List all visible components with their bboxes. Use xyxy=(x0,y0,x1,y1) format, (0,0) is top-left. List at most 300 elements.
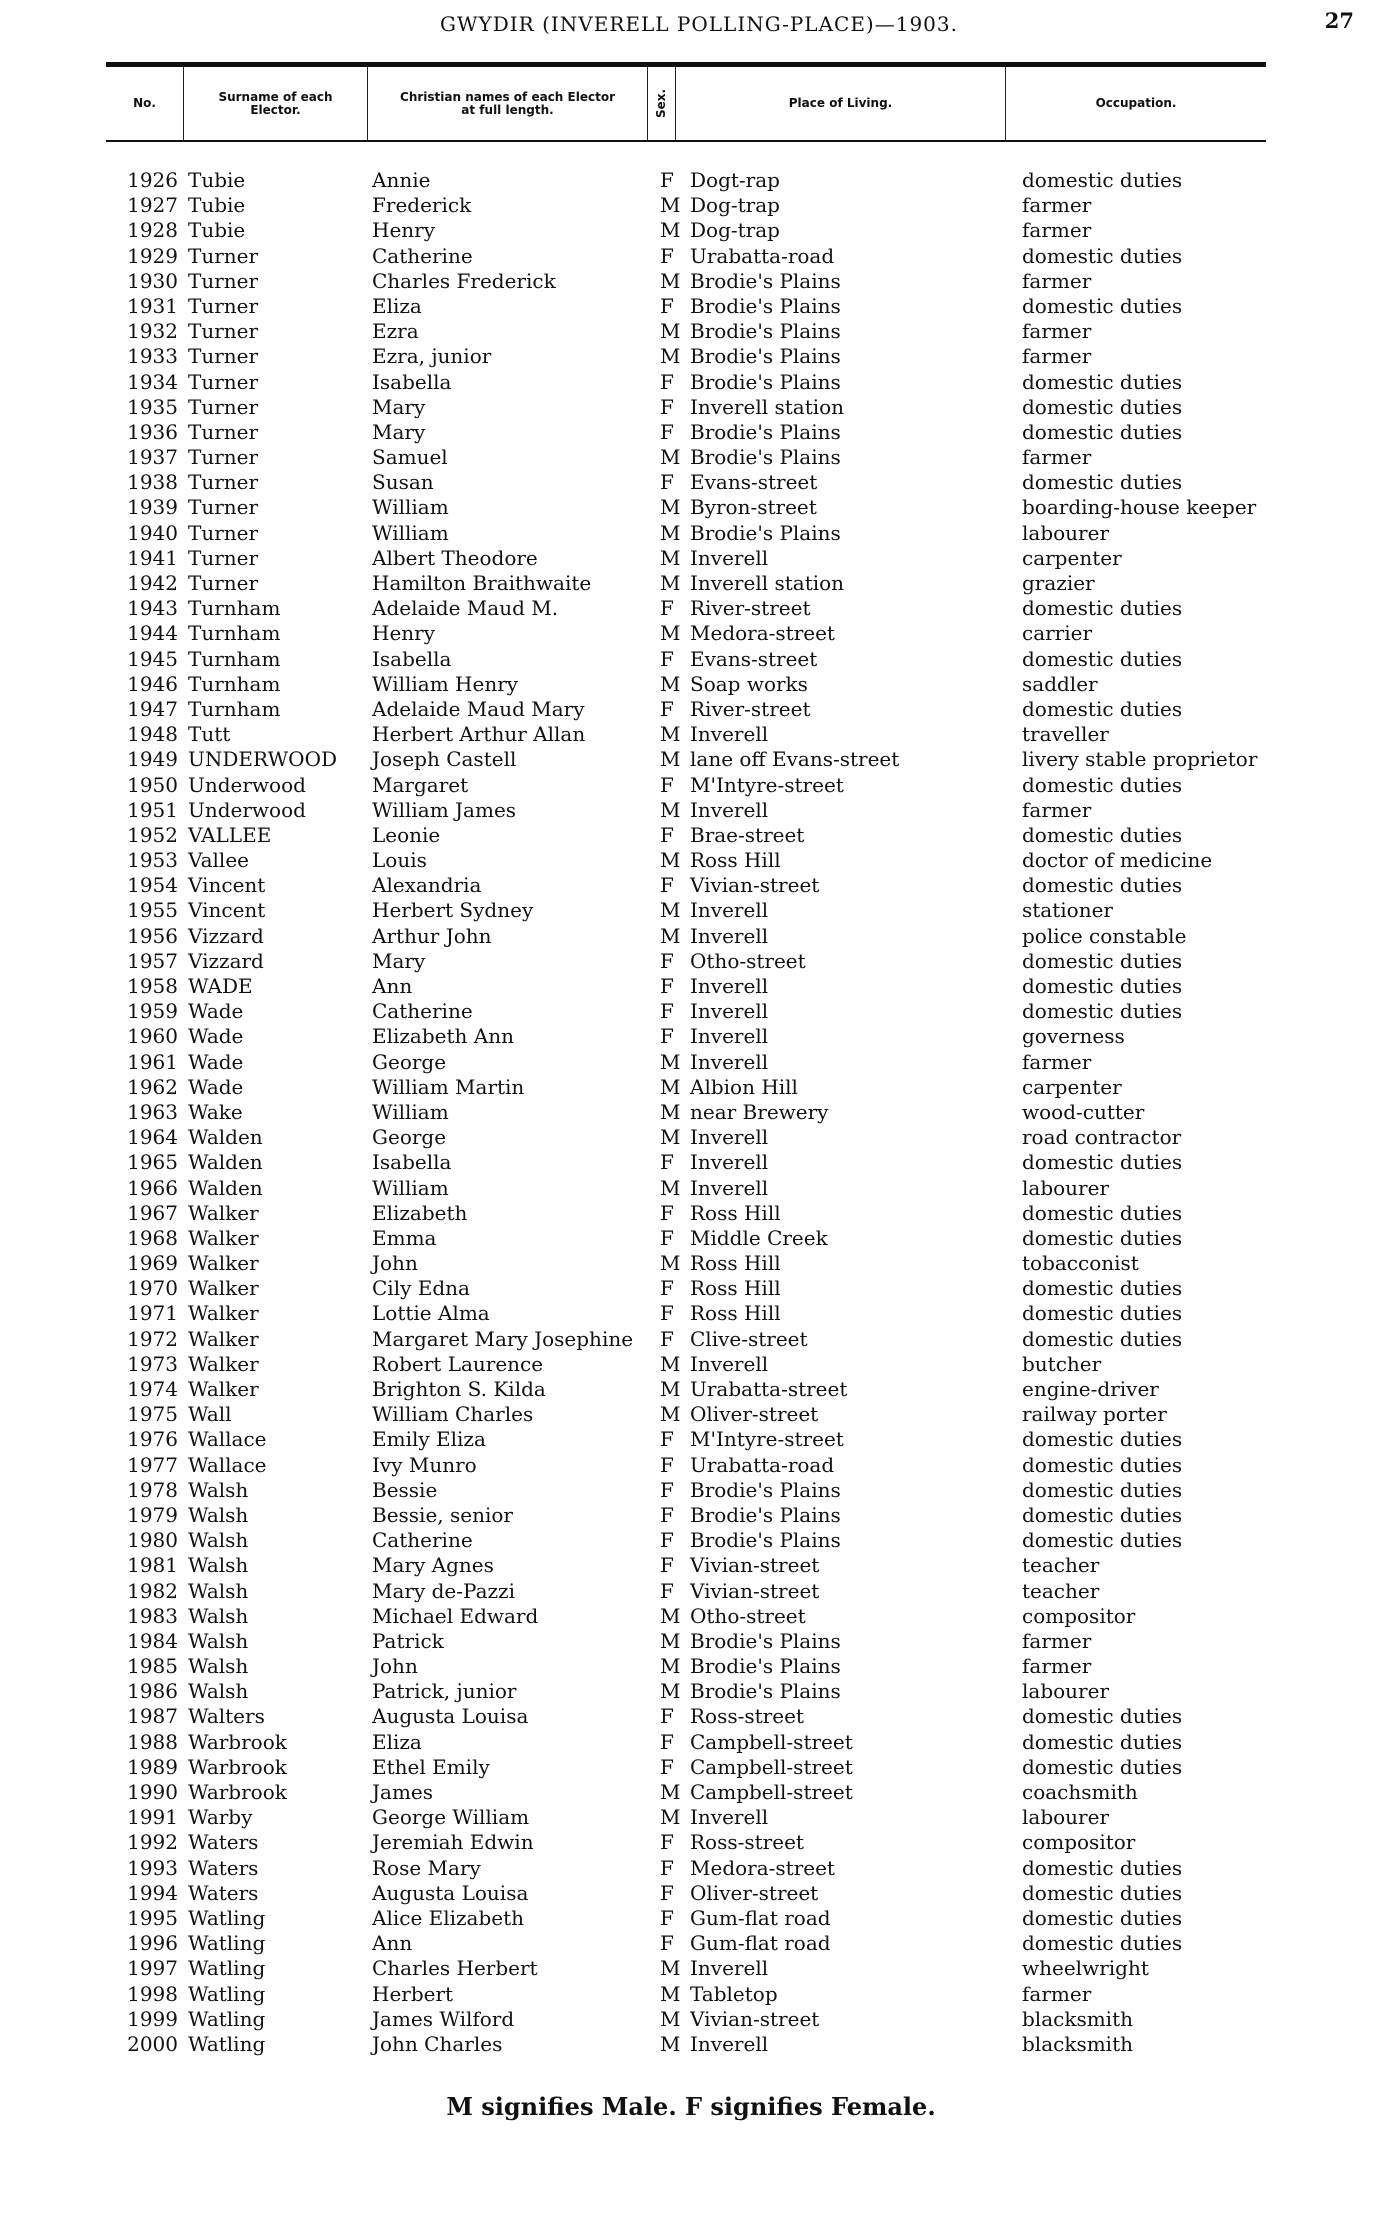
elector-sex: M xyxy=(660,344,681,369)
elector-place-of-living: Brodie's Plains xyxy=(690,319,841,344)
elector-surname: Wade xyxy=(188,999,244,1024)
elector-surname: Turner xyxy=(188,319,259,344)
elector-surname: Walker xyxy=(188,1301,259,1326)
elector-occupation: farmer xyxy=(1022,193,1092,218)
elector-christian-names: Susan xyxy=(372,470,434,495)
elector-number: 1988 xyxy=(127,1729,178,1754)
elector-christian-names: James Wilford xyxy=(372,2006,515,2031)
elector-surname: Wallace xyxy=(188,1452,267,1477)
elector-sex: F xyxy=(660,873,674,898)
elector-surname: Turner xyxy=(188,369,259,394)
elector-number: 1954 xyxy=(127,873,178,898)
elector-sex: F xyxy=(660,948,674,973)
table-row xyxy=(0,798,1382,823)
elector-number: 1926 xyxy=(127,168,178,192)
table-row xyxy=(0,1528,1382,1553)
table-row xyxy=(0,848,1382,873)
column-header-sex-label: Sex. xyxy=(654,88,668,119)
elector-occupation: labourer xyxy=(1022,520,1110,545)
elector-christian-names: Brighton S. Kilda xyxy=(372,1377,546,1401)
elector-place-of-living: Otho-street xyxy=(690,948,806,973)
elector-surname: Walker xyxy=(188,1326,259,1351)
elector-place-of-living: Brodie's Plains xyxy=(690,268,841,293)
elector-place-of-living: Evans-street xyxy=(690,470,818,495)
elector-occupation: farmer xyxy=(1022,344,1092,369)
elector-place-of-living: Brae-street xyxy=(690,822,805,847)
elector-sex: F xyxy=(660,419,674,444)
table-row xyxy=(0,1654,1382,1679)
table-row xyxy=(0,1251,1382,1276)
elector-place-of-living: Inverell station xyxy=(690,394,845,419)
elector-occupation: farmer xyxy=(1022,218,1092,243)
elector-surname: Turnham xyxy=(188,696,281,721)
elector-christian-names: Herbert Sydney xyxy=(372,898,534,923)
elector-sex: F xyxy=(660,1880,674,1905)
elector-occupation: carpenter xyxy=(1022,545,1122,570)
elector-christian-names: Augusta Louisa xyxy=(372,1880,529,1905)
elector-surname: Walsh xyxy=(188,1553,249,1578)
elector-occupation: labourer xyxy=(1022,1175,1110,1200)
table-row xyxy=(0,1075,1382,1100)
elector-christian-names: Patrick xyxy=(372,1628,444,1653)
elector-place-of-living: Soap works xyxy=(690,671,808,696)
elector-place-of-living: Urabatta-road xyxy=(690,1452,835,1477)
table-row xyxy=(0,747,1382,772)
elector-number: 1977 xyxy=(127,1452,178,1477)
elector-occupation: governess xyxy=(1022,1024,1125,1049)
elector-sex: F xyxy=(660,1427,674,1452)
elector-surname: VALLEE xyxy=(188,822,272,847)
elector-christian-names: William xyxy=(372,1175,449,1200)
elector-occupation: domestic duties xyxy=(1022,1200,1183,1225)
elector-place-of-living: near Brewery xyxy=(690,1099,829,1124)
elector-number: 1942 xyxy=(127,571,178,595)
table-row xyxy=(0,571,1382,596)
elector-place-of-living: Vivian-street xyxy=(690,873,820,898)
elector-occupation: domestic duties xyxy=(1022,772,1183,797)
elector-place-of-living: Vivian-street xyxy=(690,2006,820,2031)
elector-number: 1989 xyxy=(127,1754,178,1779)
table-row xyxy=(0,1327,1382,1352)
elector-number: 1980 xyxy=(127,1528,178,1553)
elector-place-of-living: Inverell xyxy=(690,545,769,570)
elector-number: 1945 xyxy=(127,646,178,671)
elector-occupation: domestic duties xyxy=(1022,596,1183,621)
elector-number: 1938 xyxy=(127,470,178,495)
elector-surname: Turnham xyxy=(188,671,281,696)
elector-christian-names: Isabella xyxy=(372,369,452,394)
column-header-place-of-living: Place of Living. xyxy=(676,67,1006,140)
elector-number: 1970 xyxy=(127,1276,178,1301)
elector-number: 2000 xyxy=(127,2031,178,2056)
table-row xyxy=(0,319,1382,344)
elector-sex: M xyxy=(660,621,681,646)
elector-christian-names: Annie xyxy=(372,168,431,192)
elector-sex: F xyxy=(660,369,674,394)
elector-sex: F xyxy=(660,696,674,721)
elector-christian-names: John Charles xyxy=(372,2031,503,2056)
elector-place-of-living: M'Intyre-street xyxy=(690,1427,844,1452)
elector-place-of-living: Ross Hill xyxy=(690,1276,781,1301)
elector-place-of-living: Inverell xyxy=(690,1175,769,1200)
elector-occupation: farmer xyxy=(1022,319,1092,344)
elector-sex: F xyxy=(660,1276,674,1301)
elector-surname: Turner xyxy=(188,419,259,444)
elector-place-of-living: Inverell xyxy=(690,999,769,1024)
elector-sex: M xyxy=(660,722,681,747)
elector-surname: Walden xyxy=(188,1175,263,1200)
elector-occupation: domestic duties xyxy=(1022,1276,1183,1301)
elector-christian-names: Ezra, junior xyxy=(372,344,492,369)
elector-place-of-living: Brodie's Plains xyxy=(690,1628,841,1653)
elector-christian-names: Adelaide Maud M. xyxy=(372,596,559,621)
table-row xyxy=(0,1579,1382,1604)
elector-place-of-living: Gum-flat road xyxy=(690,1931,831,1956)
elector-occupation: domestic duties xyxy=(1022,1855,1183,1880)
elector-number: 1964 xyxy=(127,1125,178,1150)
table-row xyxy=(0,370,1382,395)
elector-place-of-living: Inverell xyxy=(690,722,769,747)
elector-number: 1969 xyxy=(127,1251,178,1276)
elector-number: 1947 xyxy=(127,696,178,721)
table-row xyxy=(0,1856,1382,1881)
elector-christian-names: Bessie, senior xyxy=(372,1502,513,1527)
elector-number: 1967 xyxy=(127,1200,178,1225)
elector-place-of-living: Ross-street xyxy=(690,1704,804,1729)
table-row xyxy=(0,1024,1382,1049)
elector-sex: F xyxy=(660,596,674,621)
elector-occupation: labourer xyxy=(1022,1805,1110,1830)
elector-christian-names: Isabella xyxy=(372,646,452,671)
table-row xyxy=(0,1629,1382,1654)
elector-sex: M xyxy=(660,520,681,545)
elector-surname: Walker xyxy=(188,1377,259,1401)
elector-place-of-living: Brodie's Plains xyxy=(690,344,841,369)
table-row xyxy=(0,344,1382,369)
elector-occupation: domestic duties xyxy=(1022,394,1183,419)
table-row xyxy=(0,924,1382,949)
elector-occupation: domestic duties xyxy=(1022,419,1183,444)
elector-sex: F xyxy=(660,1905,674,1930)
elector-christian-names: Mary xyxy=(372,948,426,973)
elector-number: 1960 xyxy=(127,1024,178,1049)
elector-sex: M xyxy=(660,848,681,873)
elector-surname: Tutt xyxy=(188,722,231,747)
column-header-row xyxy=(106,62,1266,142)
elector-occupation: labourer xyxy=(1022,1679,1110,1704)
elector-occupation: domestic duties xyxy=(1022,646,1183,671)
elector-sex: M xyxy=(660,495,681,520)
table-row xyxy=(0,647,1382,672)
elector-surname: Wall xyxy=(188,1402,232,1427)
elector-number: 1978 xyxy=(127,1477,178,1502)
elector-christian-names: William Henry xyxy=(372,671,519,696)
table-row xyxy=(0,697,1382,722)
elector-christian-names: Robert Laurence xyxy=(372,1351,544,1376)
table-row xyxy=(0,1704,1382,1729)
table-row xyxy=(0,722,1382,747)
elector-place-of-living: Byron-street xyxy=(690,495,817,520)
elector-surname: Wade xyxy=(188,1049,244,1074)
elector-place-of-living: Inverell xyxy=(690,1956,769,1981)
elector-sex: M xyxy=(660,923,681,948)
elector-christian-names: Emma xyxy=(372,1225,437,1250)
elector-place-of-living: Gum-flat road xyxy=(690,1905,831,1930)
elector-place-of-living: Brodie's Plains xyxy=(690,445,841,470)
elector-sex: M xyxy=(660,797,681,822)
elector-christian-names: Isabella xyxy=(372,1150,452,1175)
elector-number: 1996 xyxy=(127,1931,178,1956)
elector-surname: Warbrook xyxy=(188,1729,287,1754)
elector-occupation: police constable xyxy=(1022,923,1187,948)
elector-surname: Walker xyxy=(188,1251,259,1276)
elector-place-of-living: Brodie's Plains xyxy=(690,1502,841,1527)
elector-christian-names: Mary xyxy=(372,419,426,444)
elector-place-of-living: Inverell xyxy=(690,1351,769,1376)
elector-number: 1940 xyxy=(127,520,178,545)
elector-christian-names: Samuel xyxy=(372,445,448,470)
elector-sex: F xyxy=(660,1301,674,1326)
elector-surname: Walsh xyxy=(188,1578,249,1603)
elector-christian-names: Louis xyxy=(372,848,427,873)
elector-sex: F xyxy=(660,772,674,797)
elector-place-of-living: Inverell xyxy=(690,923,769,948)
elector-number: 1946 xyxy=(127,671,178,696)
elector-occupation: domestic duties xyxy=(1022,1880,1183,1905)
elector-christian-names: Joseph Castell xyxy=(372,747,517,772)
elector-surname: Walsh xyxy=(188,1679,249,1704)
elector-surname: Turner xyxy=(188,344,259,369)
elector-surname: Underwood xyxy=(188,772,306,797)
elector-place-of-living: Ross Hill xyxy=(690,1200,781,1225)
elector-surname: Watling xyxy=(188,1956,266,1981)
elector-place-of-living: Medora-street xyxy=(690,1855,835,1880)
elector-occupation: domestic duties xyxy=(1022,1528,1183,1553)
elector-sex: M xyxy=(660,1628,681,1653)
page-header xyxy=(0,6,1382,46)
elector-surname: Turner xyxy=(188,470,259,495)
elector-place-of-living: Inverell xyxy=(690,1125,769,1150)
elector-occupation: domestic duties xyxy=(1022,369,1183,394)
table-row xyxy=(0,1377,1382,1402)
table-row xyxy=(0,898,1382,923)
elector-christian-names: Henry xyxy=(372,218,436,243)
elector-place-of-living: Brodie's Plains xyxy=(690,1477,841,1502)
elector-place-of-living: lane off Evans-street xyxy=(690,747,900,772)
elector-place-of-living: Tabletop xyxy=(690,1981,778,2006)
elector-sex: F xyxy=(660,1704,674,1729)
elector-number: 1995 xyxy=(127,1905,178,1930)
elector-surname: Turner xyxy=(188,268,259,293)
elector-christian-names: George xyxy=(372,1049,447,1074)
table-row xyxy=(0,395,1382,420)
elector-christian-names: Charles Frederick xyxy=(372,268,556,293)
elector-sex: F xyxy=(660,1729,674,1754)
elector-christian-names: Arthur John xyxy=(372,923,492,948)
elector-number: 1990 xyxy=(127,1780,178,1804)
elector-place-of-living: Clive-street xyxy=(690,1326,808,1351)
elector-occupation: grazier xyxy=(1022,571,1095,595)
elector-sex: M xyxy=(660,545,681,570)
elector-place-of-living: Vivian-street xyxy=(690,1578,820,1603)
elector-occupation: butcher xyxy=(1022,1351,1102,1376)
elector-place-of-living: Inverell xyxy=(690,797,769,822)
elector-place-of-living: Urabatta-road xyxy=(690,243,835,268)
elector-christian-names: William Martin xyxy=(372,1074,525,1099)
elector-occupation: farmer xyxy=(1022,1049,1092,1074)
table-row xyxy=(0,521,1382,546)
elector-surname: Turner xyxy=(188,394,259,419)
elector-surname: Turner xyxy=(188,545,259,570)
elector-number: 1955 xyxy=(127,898,178,923)
column-header-christian-names: Christian names of each Elector at full length. xyxy=(368,67,648,140)
elector-number: 1998 xyxy=(127,1981,178,2006)
elector-place-of-living: Brodie's Plains xyxy=(690,1679,841,1704)
elector-sex: F xyxy=(660,1200,674,1225)
elector-christian-names: Eliza xyxy=(372,1729,422,1754)
elector-place-of-living: Medora-street xyxy=(690,621,835,646)
elector-sex: M xyxy=(660,1125,681,1150)
elector-christian-names: John xyxy=(372,1251,418,1276)
elector-number: 1948 xyxy=(127,722,178,747)
elector-surname: Warby xyxy=(188,1805,253,1830)
elector-surname: WADE xyxy=(188,974,253,998)
elector-surname: Waters xyxy=(188,1880,259,1905)
elector-occupation: carrier xyxy=(1022,621,1093,646)
elector-occupation: teacher xyxy=(1022,1578,1100,1603)
elector-occupation: blacksmith xyxy=(1022,2006,1133,2031)
elector-place-of-living: Ross Hill xyxy=(690,1301,781,1326)
elector-place-of-living: Inverell xyxy=(690,1049,769,1074)
elector-sex: M xyxy=(660,571,681,595)
elector-occupation: domestic duties xyxy=(1022,1427,1183,1452)
elector-surname: Walker xyxy=(188,1225,259,1250)
footer-note: M signifies Male. F signifies Female. xyxy=(446,2092,936,2121)
elector-number: 1963 xyxy=(127,1099,178,1124)
elector-sex: F xyxy=(660,1150,674,1175)
column-header-occupation: Occupation. xyxy=(1095,96,1177,110)
elector-christian-names: Elizabeth Ann xyxy=(372,1024,514,1049)
elector-place-of-living: Brodie's Plains xyxy=(690,1528,841,1553)
table-row xyxy=(0,269,1382,294)
table-row xyxy=(0,1830,1382,1855)
elector-sex: F xyxy=(660,168,674,192)
elector-sex: M xyxy=(660,1351,681,1376)
elector-occupation: domestic duties xyxy=(1022,1225,1183,1250)
elector-number: 1982 xyxy=(127,1578,178,1603)
elector-sex: M xyxy=(660,1251,681,1276)
elector-sex: F xyxy=(660,1931,674,1956)
elector-place-of-living: Inverell xyxy=(690,898,769,923)
elector-surname: Watling xyxy=(188,2031,266,2056)
elector-place-of-living: Ross Hill xyxy=(690,848,781,873)
elector-sex: F xyxy=(660,1528,674,1553)
elector-place-of-living: Inverell xyxy=(690,1805,769,1830)
elector-occupation: engine-driver xyxy=(1022,1377,1159,1401)
elector-christian-names: Alice Elizabeth xyxy=(372,1905,525,1930)
elector-place-of-living: Dog-trap xyxy=(690,193,780,218)
elector-surname: Waters xyxy=(188,1855,259,1880)
elector-occupation: domestic duties xyxy=(1022,1477,1183,1502)
elector-sex: M xyxy=(660,1956,681,1981)
table-row xyxy=(0,1352,1382,1377)
elector-surname: Vallee xyxy=(188,848,249,873)
elector-occupation: domestic duties xyxy=(1022,293,1183,318)
elector-number: 1935 xyxy=(127,394,178,419)
elector-christian-names: Margaret Mary Josephine xyxy=(372,1326,634,1351)
table-row xyxy=(0,1478,1382,1503)
elector-place-of-living: Otho-street xyxy=(690,1603,806,1628)
elector-christian-names: Michael Edward xyxy=(372,1603,539,1628)
elector-occupation: domestic duties xyxy=(1022,1301,1183,1326)
elector-christian-names: Ann xyxy=(372,1931,413,1956)
table-row xyxy=(0,1276,1382,1301)
elector-occupation: domestic duties xyxy=(1022,1931,1183,1956)
elector-place-of-living: Brodie's Plains xyxy=(690,520,841,545)
elector-christian-names: Ann xyxy=(372,974,413,998)
elector-number: 1971 xyxy=(127,1301,178,1326)
table-row xyxy=(0,1604,1382,1629)
elector-number: 1943 xyxy=(127,596,178,621)
elector-surname: Walsh xyxy=(188,1628,249,1653)
elector-christian-names: Cily Edna xyxy=(372,1276,470,1301)
elector-surname: UNDERWOOD xyxy=(188,747,337,772)
elector-christian-names: Elizabeth xyxy=(372,1200,468,1225)
elector-sex: M xyxy=(660,1780,681,1804)
table-row xyxy=(0,168,1382,193)
elector-place-of-living: Brodie's Plains xyxy=(690,419,841,444)
elector-surname: Watling xyxy=(188,1981,266,2006)
elector-number: 1991 xyxy=(127,1805,178,1830)
elector-surname: Turner xyxy=(188,495,259,520)
table-row xyxy=(0,1881,1382,1906)
elector-occupation: boarding-house keeper xyxy=(1022,495,1257,520)
elector-christian-names: Adelaide Maud Mary xyxy=(372,696,585,721)
elector-number: 1965 xyxy=(127,1150,178,1175)
column-header-surname: Surname of each Elector. xyxy=(184,67,368,140)
table-row xyxy=(0,1176,1382,1201)
elector-occupation: livery stable proprietor xyxy=(1022,747,1258,772)
elector-christian-names: Mary xyxy=(372,394,426,419)
elector-number: 1993 xyxy=(127,1855,178,1880)
elector-place-of-living: Inverell station xyxy=(690,571,845,595)
elector-place-of-living: Brodie's Plains xyxy=(690,369,841,394)
elector-sex: M xyxy=(660,1679,681,1704)
elector-sex: F xyxy=(660,243,674,268)
table-row xyxy=(0,1553,1382,1578)
elector-surname: Turner xyxy=(188,243,259,268)
elector-surname: Walsh xyxy=(188,1502,249,1527)
elector-surname: Warbrook xyxy=(188,1780,287,1804)
elector-occupation: farmer xyxy=(1022,445,1092,470)
elector-sex: F xyxy=(660,1477,674,1502)
elector-christian-names: William xyxy=(372,1099,449,1124)
table-row xyxy=(0,420,1382,445)
table-row xyxy=(0,1226,1382,1251)
elector-place-of-living: Albion Hill xyxy=(690,1074,798,1099)
elector-surname: Wade xyxy=(188,1024,244,1049)
elector-occupation: wheelwright xyxy=(1022,1956,1149,1981)
elector-sex: M xyxy=(660,1603,681,1628)
elector-surname: Tubie xyxy=(188,193,246,218)
elector-christian-names: Mary de-Pazzi xyxy=(372,1578,515,1603)
elector-number: 1956 xyxy=(127,923,178,948)
table-row xyxy=(0,596,1382,621)
elector-christian-names: Albert Theodore xyxy=(372,545,538,570)
elector-place-of-living: River-street xyxy=(690,696,811,721)
elector-christian-names: Herbert xyxy=(372,1981,454,2006)
elector-surname: Waters xyxy=(188,1830,259,1855)
